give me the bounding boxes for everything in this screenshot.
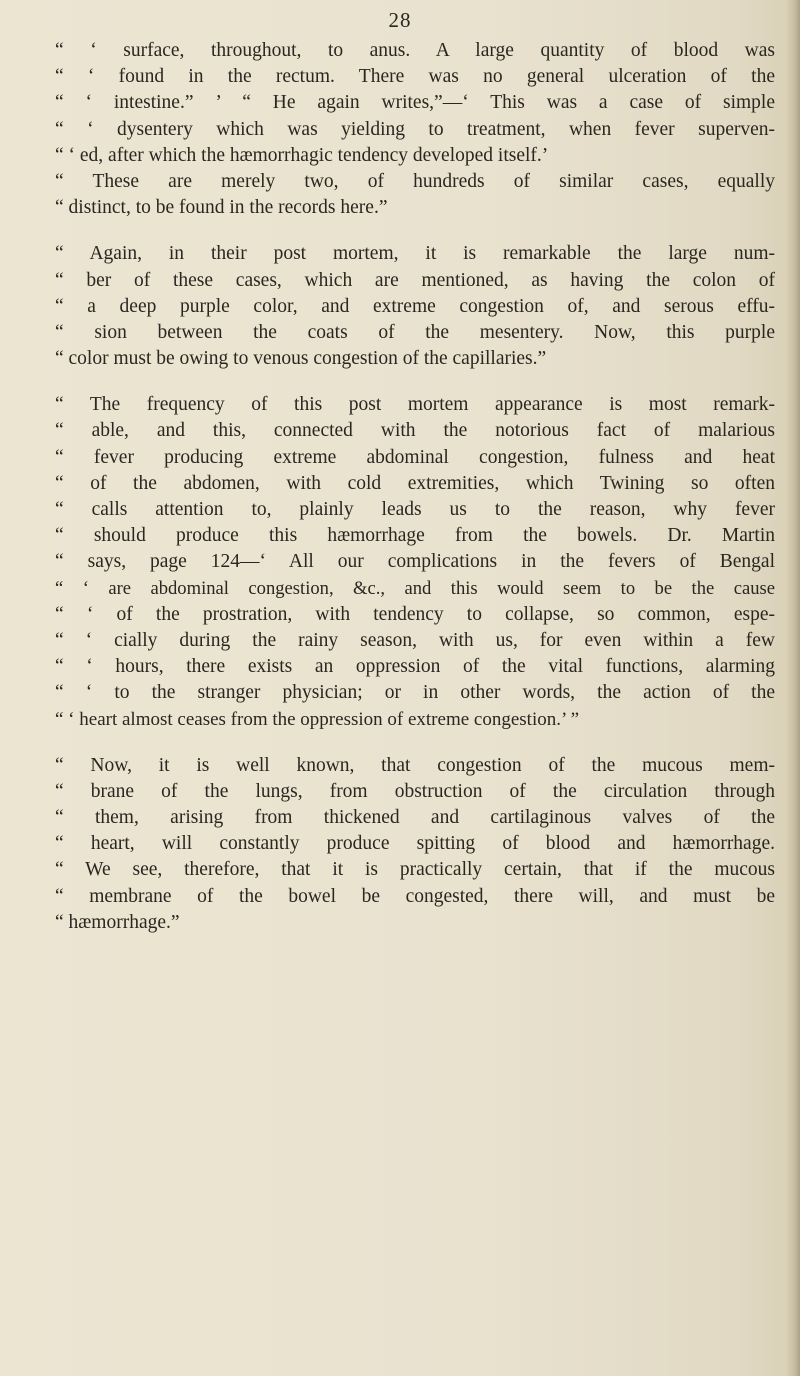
text-line: “ sion between the coats of the mesentery. Now, this purple [55,321,775,343]
text-line: “ ‘ cially during the rainy season, with us, for even within a few [55,629,775,651]
text-line: “ them, arising from thickened and cartilaginous valves of the [55,807,775,829]
paragraph-4 [55,753,775,936]
paragraph-3 [55,392,775,732]
text-line: “ ‘ surface, throughout, to anus. A large quantity of blood was [55,40,775,61]
text-line: “ ber of these cases, which are mentioned, as having the colon of [55,269,775,291]
text-line: “ Again, in their post mortem, it is remarkable the large num- [55,243,775,265]
text-line: “ ‘ intestine.” ’ “ He again writes,”—‘ This was a case of simple [55,92,775,114]
text-line: “ color must be owing to venous congestion of the capillaries.” [55,348,547,370]
text-line: “ should produce this hæmorrhage from the bowels. Dr. Martin [55,525,775,547]
text-line: “ ‘ found in the rectum. There was no general ulceration of the [55,66,775,88]
text-line: “ a deep purple color, and extreme congestion of, and serous effu- [55,295,775,317]
text-line: “ ‘ dysentery which was yielding to treatment, when fever superven- [55,118,775,140]
text-line: “ hæmorrhage.” [55,911,180,933]
text-line: “ able, and this, connected with the notorious fact of malarious [55,420,775,442]
page-edge-shadow [786,0,800,1376]
text-line: “ membrane of the bowel be congested, there will, and must be [55,885,775,907]
page-number: 28 [388,8,412,32]
text-line: “ These are merely two, of hundreds of similar cases, equally [55,170,775,192]
text-line: “ ‘ hours, there exists an oppression of the vital functions, alarming [55,656,775,678]
text-line: “ heart, will constantly produce spitting of blood and hæmorrhage. [55,833,775,855]
text-line: “ says, page 124—‘ All our complications in the fevers of Bengal [55,551,775,573]
paragraph-2 [55,241,775,372]
text-line: “ fever producing extreme abdominal congestion, fulness and heat [55,446,775,468]
text-line: “ calls attention to, plainly leads us to the reason, why fever [55,499,775,520]
text-line: “ We see, therefore, that it is practically certain, that if the mucous [55,859,775,881]
text-line: “ The frequency of this post mortem appearance is most remark- [55,394,775,416]
text-line: “ brane of the lungs, from obstruction of the circulation through [55,780,775,802]
text-line: “ Now, it is well known, that congestion of the mucous mem- [55,754,775,776]
text-line: “ ‘ are abdominal congestion, &c., and this would seem to be the cause [55,577,775,599]
body-text [55,38,775,956]
text-line: “ ‘ of the prostration, with tendency to collapse, so common, espe- [55,603,775,625]
text-line: “ ‘ ed, after which the hæmorrhagic tendency developed itself.’ [55,144,549,166]
text-line: “ distinct, to be found in the records here.” [55,197,388,219]
text-line: “ of the abdomen, with cold extremities, which Twining so often [55,472,775,494]
text-line: “ ‘ heart almost ceases from the oppression of extreme congestion.’ ” [55,708,580,730]
paragraph-1 [55,38,775,221]
text-line: “ ‘ to the stranger physician; or in other words, the action of the [55,682,775,704]
